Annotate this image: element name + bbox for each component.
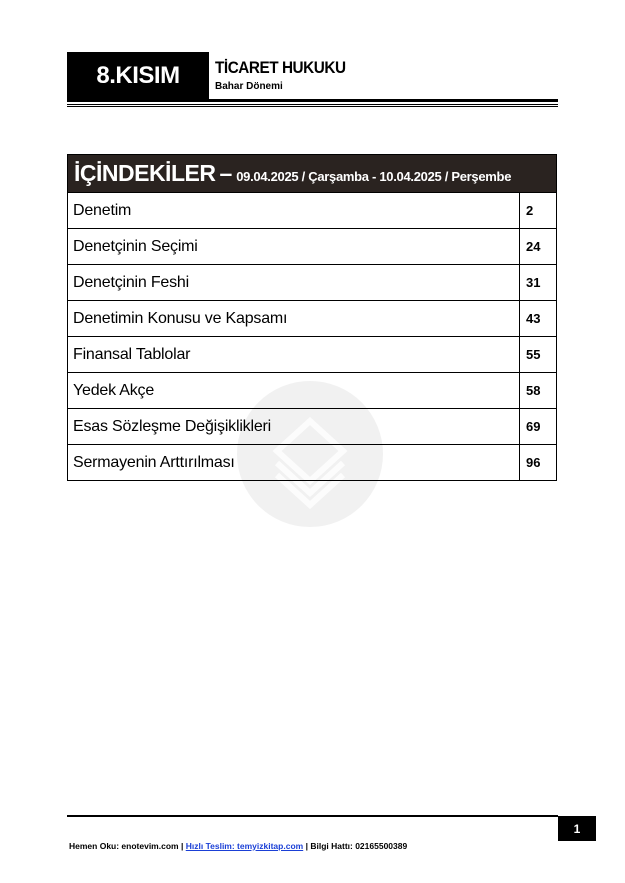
toc-item-label: Denetçinin Seçimi <box>68 229 520 264</box>
toc-item-page: 2 <box>526 203 534 218</box>
toc-row[interactable] <box>68 264 556 300</box>
toc-row[interactable] <box>68 300 556 336</box>
toc-item-label: Sermayenin Arttırılması <box>68 445 520 480</box>
header-rule <box>67 104 558 105</box>
footer-read-link[interactable]: Hemen Oku: enotevim.com <box>69 841 179 851</box>
footer-delivery-link[interactable]: Hızlı Teslim: temyizkitap.com <box>185 841 304 851</box>
toc-item-page: 43 <box>526 311 541 326</box>
toc-row[interactable] <box>68 192 556 228</box>
toc-dates: 09.04.2025 / Çarşamba - 10.04.2025 / Perşembe <box>236 169 512 184</box>
footer-text <box>69 841 407 851</box>
toc-item-page: 69 <box>526 419 541 434</box>
toc-row[interactable] <box>68 336 556 372</box>
toc-item-page: 58 <box>526 383 541 398</box>
toc-item-label: Yedek Akçe <box>68 373 520 408</box>
page-number: 1 <box>558 816 596 841</box>
toc-item-label: Denetçinin Feshi <box>68 265 520 300</box>
toc-item-label: Denetimin Konusu ve Kapsamı <box>68 301 520 336</box>
section-badge: 8.KISIM <box>67 52 209 99</box>
page-title: TİCARET HUKUKU <box>215 58 346 77</box>
header-rule <box>67 106 558 107</box>
footer-rule <box>67 815 558 817</box>
toc-item-label: Denetim <box>68 193 520 228</box>
footer-separator: | <box>180 841 184 851</box>
toc-header <box>68 155 556 192</box>
toc-item-page: 31 <box>526 275 541 290</box>
toc-row[interactable] <box>68 444 556 480</box>
toc-dash: – <box>219 160 233 186</box>
footer-info-line: Bilgi Hattı: 02165500389 <box>310 841 408 851</box>
page-subtitle: Bahar Dönemi <box>215 81 283 92</box>
toc-item-page: 55 <box>526 347 541 362</box>
toc-row[interactable] <box>68 228 556 264</box>
toc-item-label: Finansal Tablolar <box>68 337 520 372</box>
footer-separator: | <box>305 841 308 851</box>
toc-row[interactable] <box>68 372 556 408</box>
toc-item-page: 24 <box>526 239 541 254</box>
toc-row[interactable] <box>68 408 556 444</box>
toc-item-label: Esas Sözleşme Değişiklikleri <box>68 409 520 444</box>
header-rule <box>67 99 558 102</box>
table-of-contents <box>67 154 557 481</box>
toc-item-page: 96 <box>526 455 541 470</box>
toc-heading: İÇİNDEKİLER <box>74 160 216 186</box>
